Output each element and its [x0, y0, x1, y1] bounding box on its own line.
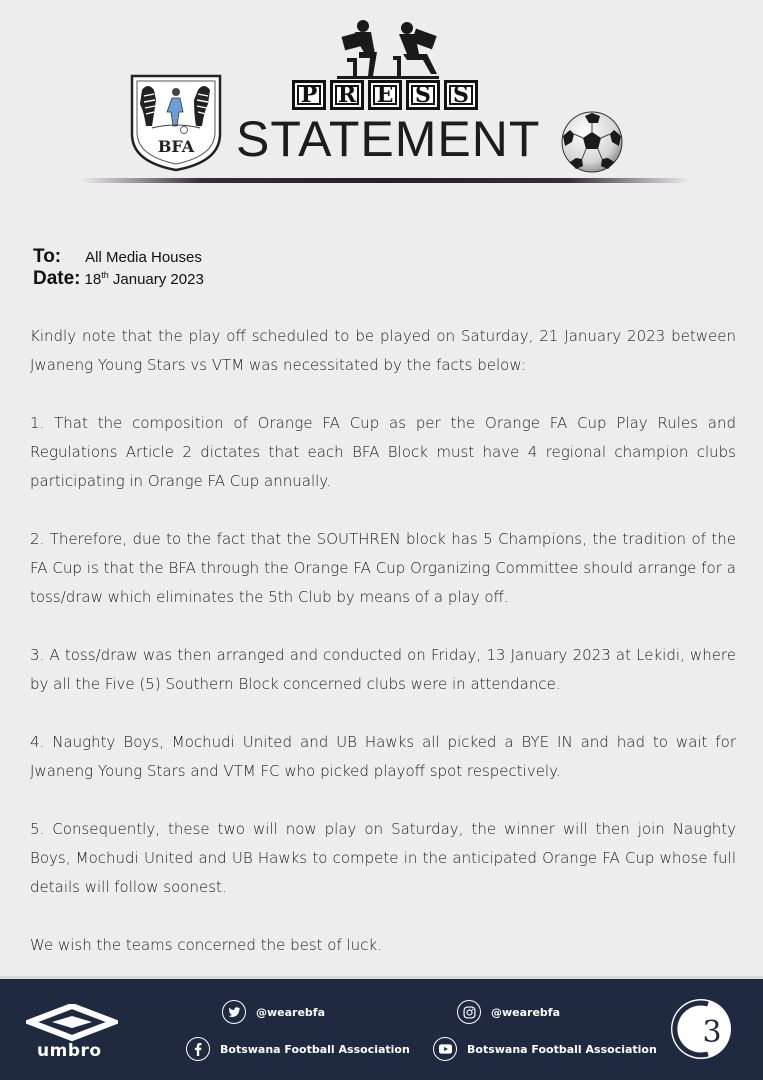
- facebook-link[interactable]: [186, 1037, 410, 1061]
- date-label: Date:: [33, 268, 81, 289]
- facebook-page: Botswana Football Association: [220, 1042, 410, 1056]
- to-label: To:: [33, 246, 62, 267]
- body-paragraph: We wish the teams concerned the best of luck.: [30, 936, 382, 954]
- youtube-icon: [433, 1037, 457, 1061]
- partner-o3-logo: [668, 996, 734, 1062]
- date-suffix: th: [101, 270, 109, 280]
- twitter-handle: @wearebfa: [256, 1005, 326, 1019]
- twitter-icon: [222, 1000, 246, 1024]
- memo-header: [33, 246, 204, 290]
- to-value: All Media Houses: [85, 249, 202, 266]
- twitter-link[interactable]: [222, 1000, 325, 1024]
- date-rest: January 2023: [108, 271, 204, 288]
- sponsor-wordmark: umbro: [37, 1041, 102, 1061]
- readers-illustration-icon: [333, 18, 443, 80]
- body-paragraph: 5. Consequently, these two will now play on Saturday, the winner will then join Naughty Boys, Mochudi United and UB Hawks to compete in the anticipated Orange FA Cup whose full details will follow soonest.: [30, 820, 736, 896]
- soccer-ball-icon: [560, 110, 624, 174]
- date-value: [85, 270, 204, 288]
- youtube-channel: Botswana Football Association: [467, 1042, 657, 1056]
- press-letter: E: [368, 80, 402, 110]
- letterhead: [0, 0, 763, 200]
- date-day: 18: [84, 271, 102, 288]
- header-divider: [80, 178, 690, 183]
- press-letter: S: [444, 80, 478, 110]
- date-line: [33, 268, 204, 290]
- body-paragraph: 2. Therefore, due to the fact that the SOUTHREN block has 5 Champions, the tradition of the FA Cup is that the BFA through the Orange FA Cup Organizing Committee should arrange for a toss/draw which eliminates the 5th Club by means of a play off.: [30, 530, 736, 606]
- to-line: [33, 246, 204, 268]
- press-letter: P: [292, 80, 326, 110]
- statement-body: [30, 322, 736, 989]
- instagram-icon: [457, 1000, 481, 1024]
- body-paragraph: 3. A toss/draw was then arranged and conducted on Friday, 13 January 2023 at Lekidi, where by all the Five (5) Southern Block concerned clubs were in attendance.: [30, 646, 736, 693]
- crest-text: BFA: [157, 137, 195, 156]
- statement-title: STATEMENT: [236, 111, 541, 167]
- instagram-handle: @wearebfa: [491, 1005, 561, 1019]
- facebook-icon: [186, 1037, 210, 1061]
- instagram-link[interactable]: [457, 1000, 560, 1024]
- press-letter: S: [406, 80, 440, 110]
- bfa-crest-logo: [128, 72, 224, 172]
- press-wordmark: [292, 80, 478, 110]
- partner-mark-text: 3: [702, 1015, 722, 1050]
- body-paragraph: Kindly note that the play off scheduled to be played on Saturday, 21 January 2023 between Jwaneng Young Stars vs VTM was necessitated by the facts below:: [30, 327, 736, 374]
- youtube-link[interactable]: [433, 1037, 657, 1061]
- body-paragraph: 1. That the composition of Orange FA Cup as per the Orange FA Cup Play Rules and Regulations Article 2 dictates that each BFA Block must have 4 regional champion clubs participating in Orange FA Cup annually.: [30, 414, 736, 490]
- press-letter: R: [330, 80, 364, 110]
- body-paragraph: 4. Naughty Boys, Mochudi United and UB Hawks all picked a BYE IN and had to wait for Jwaneng Young Stars and VTM FC who picked playoff spot respectively.: [30, 733, 736, 780]
- footer-top-line: [0, 976, 763, 979]
